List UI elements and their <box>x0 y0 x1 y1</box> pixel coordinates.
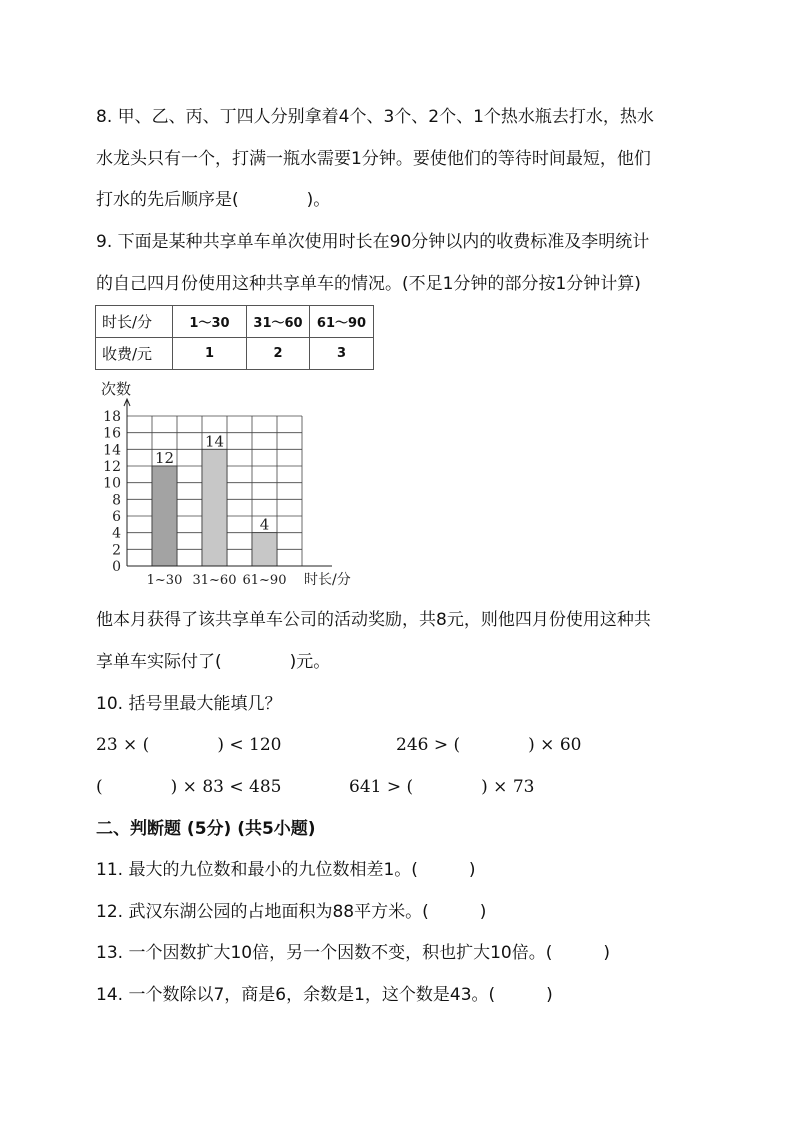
y-tick-label: 0 <box>112 559 121 575</box>
y-axis-label: 次数 <box>101 380 132 398</box>
q10-equation-3: ( ) × 83 < 485 <box>96 777 282 797</box>
q10-title: 10. 括号里最大能填几？ <box>96 694 282 714</box>
y-tick-label: 16 <box>103 425 121 442</box>
table-row <box>96 306 374 338</box>
table-row <box>96 338 374 370</box>
q10-equation-2: 246 > ( ) × 60 <box>396 735 582 755</box>
table-cell: 时长/分 <box>96 306 173 338</box>
list-item: 12. 武汉东湖公园的占地面积为88平方米。( ) <box>96 902 487 922</box>
data-label: 4 <box>259 515 270 534</box>
x-tick-label: 31~60 <box>192 573 237 588</box>
y-tick-label: 14 <box>103 442 121 459</box>
y-tick-label: 8 <box>112 492 121 509</box>
q10-equation-1: 23 × ( ) < 120 <box>96 735 282 755</box>
table-cell: 1 <box>173 338 247 370</box>
table-cell: 61～90 <box>310 306 374 338</box>
table-cell: 收费/元 <box>96 338 173 370</box>
table-cell: 3 <box>310 338 374 370</box>
q9-line-1: 9. 下面是某种共享单车单次使用时长在90分钟以内的收费标准及李明统计 <box>96 232 650 252</box>
q9-line-2: 的自己四月份使用这种共享单车的情况。(不足1分钟的部分按1分钟计算) <box>96 274 641 294</box>
bar-chart <box>95 375 365 590</box>
table-cell: 1～30 <box>173 306 247 338</box>
data-label: 12 <box>154 449 175 467</box>
y-tick-label: 18 <box>103 409 121 425</box>
data-label: 14 <box>204 432 225 451</box>
fee-table <box>95 305 374 370</box>
bar <box>152 466 177 566</box>
y-tick-label: 2 <box>112 542 121 559</box>
q9-after-line-2: 享单车实际付了( )元。 <box>96 652 331 672</box>
list-item: 14. 一个数除以7，商是6，余数是1，这个数是43。( ) <box>96 985 553 1005</box>
table-cell: 31～60 <box>247 306 310 338</box>
x-tick-label: 61~90 <box>242 573 287 588</box>
y-tick-label: 4 <box>112 525 121 542</box>
section-heading: 二、判断题 (5分) (共5小题) <box>96 819 316 839</box>
x-tick-label: 1~30 <box>146 573 183 588</box>
q8-line-3: 打水的先后顺序是( )。 <box>96 190 331 210</box>
bar <box>252 533 277 566</box>
q8-line-2: 水龙头只有一个，打满一瓶水需要1分钟。要使他们的等待时间最短，他们 <box>96 149 651 169</box>
table-cell: 2 <box>247 338 310 370</box>
q9-after-line-1: 他本月获得了该共享单车公司的活动奖励，共8元，则他四月份使用这种共 <box>96 610 651 630</box>
q10-equation-4: 641 > ( ) × 73 <box>349 777 535 797</box>
list-item: 11. 最大的九位数和最小的九位数相差1。( ) <box>96 860 476 880</box>
x-axis-label: 时长/分 <box>304 572 351 588</box>
y-tick-label: 12 <box>103 459 121 475</box>
y-tick-label: 6 <box>112 509 121 525</box>
bar <box>202 449 227 566</box>
q8-line-1: 8. 甲、乙、丙、丁四人分别拿着4个、3个、2个、1个热水瓶去打水，热水 <box>96 107 654 127</box>
list-item: 13. 一个因数扩大10倍，另一个因数不变，积也扩大10倍。( ) <box>96 943 610 963</box>
y-tick-label: 10 <box>103 475 121 492</box>
